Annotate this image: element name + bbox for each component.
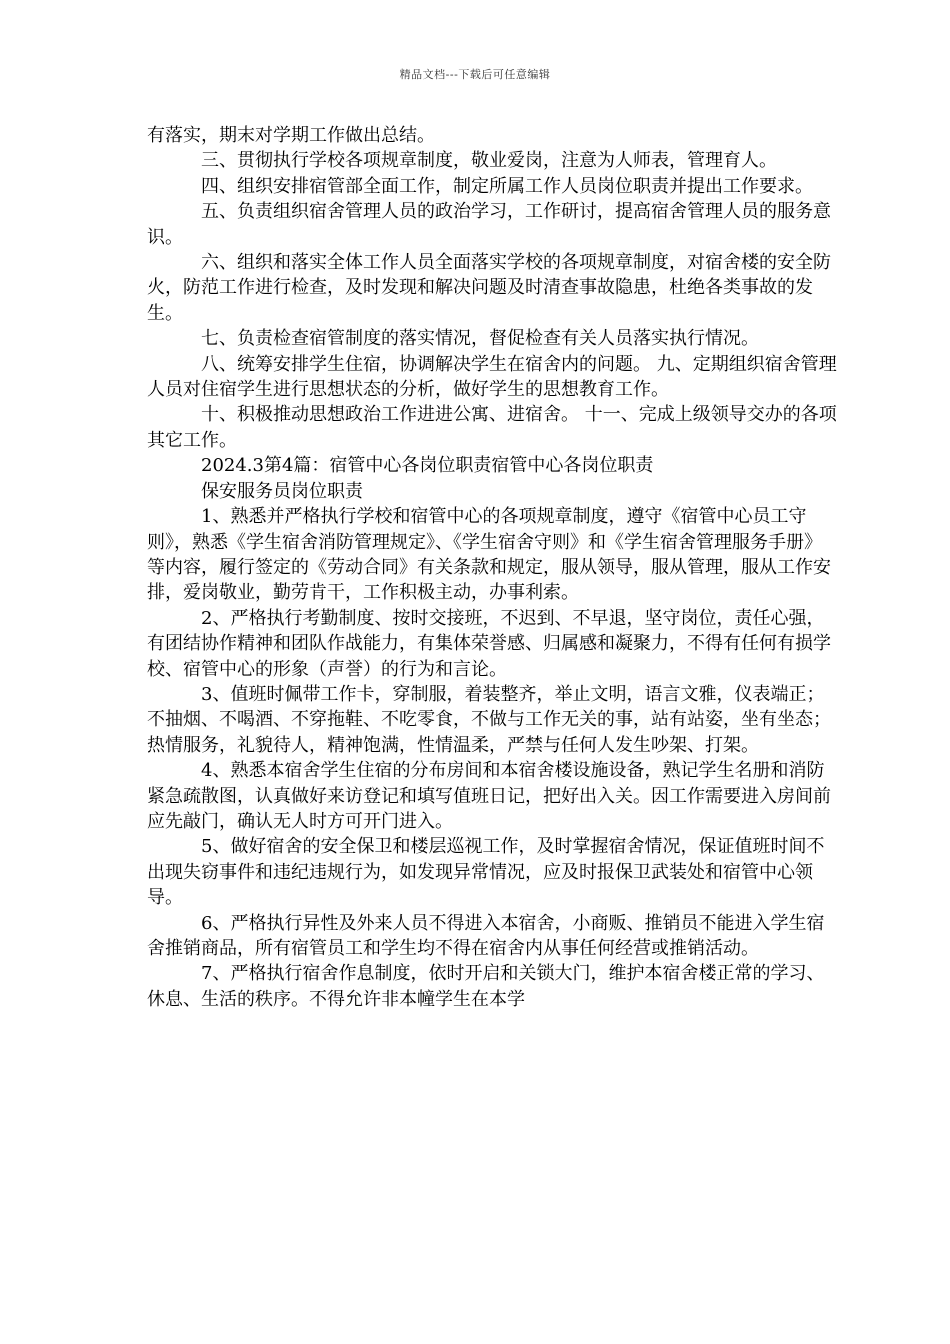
page-header: 精品文档---下载后可任意编辑 [399,68,551,81]
paragraph: 七、负责检查宿管制度的落实情况，督促检查有关人员落实执行情况。 [201,328,759,350]
document-body [147,123,837,1012]
section-title: 2024.3第4篇：宿管中心各岗位职责宿管中心各岗位职责 [201,455,654,477]
paragraph: 四、组织安排宿管部全面工作，制定所属工作人员岗位职责并提出工作要求。 [201,175,813,197]
paragraph: 三、贯彻执行学校各项规章制度，敬业爱岗，注意为人师表，管理育人。 [201,150,777,172]
paragraph: 7、严格执行宿舍作息制度，依时开启和关锁大门，维护本宿舍楼正常的学习、休息、生活的秩序。不得允许非本幢学生在本学 [147,963,825,1010]
paragraph: 1、熟悉并严格执行学校和宿管中心的各项规章制度，遵守《宿管中心员工守则》，熟悉《学生宿舍消防管理规定》、《学生宿舍守则》和《学生宿舍管理服务手册》等内容，履行签定的《劳动合同》有关条款和规定，服从领导，服从管理，服从工作安排，爱岗敬业，勤劳肯干，工作积极主动，办事利索。 [147,506,831,604]
paragraph: 十、积极推动思想政治工作进进公寓、进宿舍。 十一、完成上级领导交办的各项其它工作。 [147,404,837,451]
paragraph: 5、做好宿舍的安全保卫和楼层巡视工作，及时掌握宿舍情况，保证值班时间不出现失窃事件和违纪违规行为，如发现异常情况，应及时报保卫武装处和宿管中心领导。 [147,836,825,909]
paragraph: 3、值班时佩带工作卡，穿制服，着装整齐，举止文明，语言文雅，仪表端正；不抽烟、不喝酒、不穿拖鞋、不吃零食，不做与工作无关的事，站有站姿，坐有坐态；热情服务，礼貌待人，精神饱满，性情温柔，严禁与任何人发生吵架、打架。 [147,683,831,756]
paragraph: 6、严格执行异性及外来人员不得进入本宿舍，小商贩、推销员不能进入学生宿舍推销商品，所有宿管员工和学生均不得在宿舍内从事任何经营或推销活动。 [147,912,825,959]
paragraph: 有落实，期末对学期工作做出总结。 [147,125,435,146]
paragraph: 八、统筹安排学生住宿，协调解决学生在宿舍内的问题。 九、定期组织宿舍管理人员对住宿学生进行思想状态的分析，做好学生的思想教育工作。 [147,353,837,401]
paragraph: 六、组织和落实全体工作人员全面落实学校的各项规章制度，对宿舍楼的安全防火，防范工作进行检查，及时发现和解决问题及时清查事故隐患，杜绝各类事故的发生。 [147,252,831,324]
paragraph: 五、负责组织宿舍管理人员的政治学习，工作研讨，提高宿舍管理人员的服务意识。 [147,201,831,248]
paragraph: 4、熟悉本宿舍学生住宿的分布房间和本宿舍楼设施设备，熟记学生名册和消防紧急疏散图，认真做好来访登记和填写值班日记，把好出入关。因工作需要进入房间前应先敲门，确认无人时方可开门进入。 [147,760,831,832]
section-subtitle: 保安服务员岗位职责 [201,480,363,502]
paragraph: 2、严格执行考勤制度、按时交接班，不迟到、不早退，坚守岗位，责任心强，有团结协作精神和团队作战能力，有集体荣誉感、归属感和凝聚力，不得有任何有损学校、宿管中心的形象（声誉）的行为和言论。 [147,607,831,680]
